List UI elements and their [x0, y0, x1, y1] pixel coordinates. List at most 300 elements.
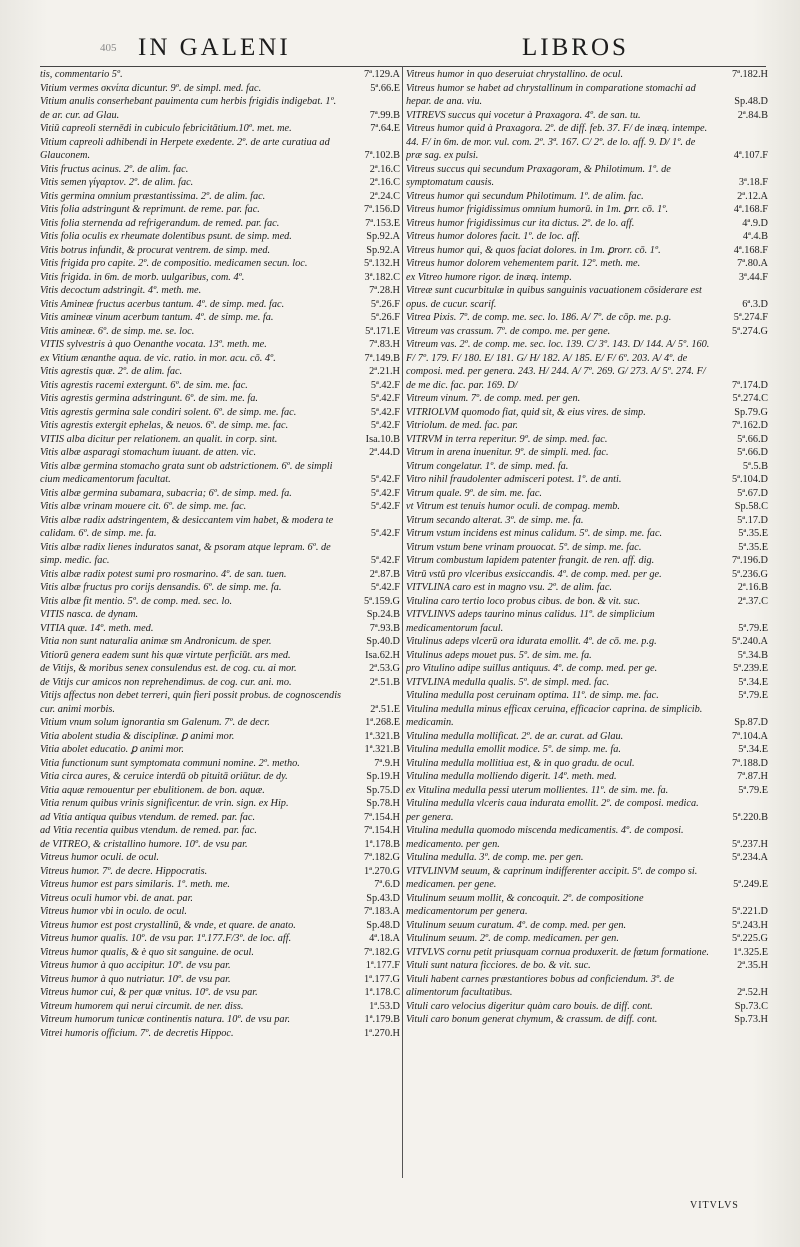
index-entry — [406, 959, 770, 973]
index-entry — [406, 271, 770, 285]
entry-reference: 1ª.321.B — [364, 744, 400, 755]
entry-text: Vitis folia sternenda ad refrigerandum. de remed. par. fac. — [40, 217, 280, 229]
entry-reference: 7ª.80.A — [737, 258, 768, 269]
entry-reference: 7ª.182.G — [363, 852, 400, 863]
index-entry — [40, 392, 402, 406]
entry-reference: 7ª.149.B — [364, 352, 400, 364]
index-entry — [406, 757, 770, 771]
index-entry — [40, 946, 402, 960]
entry-reference: 2ª.53.G — [369, 663, 400, 674]
entry-reference: 2ª.51.E — [370, 703, 400, 715]
entry-text: tis, commentario 5º. — [40, 69, 123, 80]
index-entry — [40, 460, 402, 487]
index-entry — [406, 851, 770, 865]
index-entry — [40, 163, 402, 177]
entry-reference: 5ª.17.D — [737, 514, 768, 526]
catchword: VITVLVS — [690, 1200, 739, 1211]
index-entry — [40, 325, 402, 339]
entry-text: Vitulina medulla. 3º. de comp. me. per gen. — [406, 852, 584, 863]
entry-text: Vitis semen γίγαρτον. 2º. de alim. fac. — [40, 177, 194, 188]
entry-text: Vitis agrestis racemi extergunt. 6º. de sim. me. fac. — [40, 379, 248, 391]
entry-reference: 7ª.104.A — [731, 730, 768, 742]
entry-text: Vitis albæ radix potest sumi pro rosmarino. 4º. de san. tuen. — [40, 568, 287, 580]
index-entry — [40, 203, 402, 217]
index-entry — [40, 230, 402, 244]
entry-text: VITVLINA caro est in magno vsu. 2º. de alim. fac. — [406, 582, 612, 593]
entry-text: VITIS alba dicitur per relationem. an qualit. in corp. sint. — [40, 433, 278, 445]
index-entry — [406, 82, 770, 109]
index-entry — [406, 635, 770, 649]
entry-text: Vitreus humor dolorem vehementem parit. 12º. meth. me. — [406, 258, 641, 269]
entry-reference: 7ª.182.G — [363, 946, 400, 958]
entry-text: Vitis amineæ. 6º. de simp. me. se. loc. — [40, 325, 195, 337]
entry-text: ex Vitreo humore rigor. de inæq. intemp. — [406, 271, 572, 283]
entry-text: Vitulina medulla minus efficax ceruina, efficacior caprina. de simplicib. medicamin. — [406, 703, 703, 728]
entry-reference: 1ª.179.B — [364, 1014, 400, 1025]
index-entry — [40, 352, 402, 366]
entry-reference: 2ª.35.H — [737, 960, 768, 971]
index-entry — [406, 568, 770, 582]
index-entry — [406, 514, 770, 528]
entry-reference: 4ª.168.F — [733, 244, 768, 256]
entry-text: Vitro nihil fraudolenter admisceri potest. 1º. de anti. — [406, 474, 622, 485]
entry-text: VITVLINVM seuum, & caprinum indifferenter accipit. 5º. de compo si. medicamen. per gene. — [406, 865, 698, 890]
entry-reference: Sp.24.B — [366, 609, 400, 620]
index-entry — [406, 109, 770, 123]
entry-text: Vitriolum. de med. fac. par. — [406, 420, 518, 431]
index-entry — [40, 986, 402, 1000]
entry-text: Vitulinum seuum mollit, & concoquit. 2º. de compositione medicamentorum per genera. — [406, 892, 644, 917]
running-head-right: LIBROS — [522, 34, 629, 61]
entry-text: Vitreum humorum tunicæ continentis natura. 10º. de vsu par. — [40, 1014, 291, 1025]
entry-reference: Sp.43.D — [366, 892, 400, 904]
entry-reference: 5ª.26.F — [370, 298, 400, 310]
entry-reference: 5ª.34.E — [738, 676, 768, 688]
folio-mark: 405 — [100, 42, 117, 54]
index-entry — [40, 581, 402, 595]
entry-reference: 5ª.79.E — [738, 784, 768, 796]
entry-reference: 2ª.16.C — [369, 177, 400, 188]
index-entry — [40, 851, 402, 865]
entry-text: VITIA quæ. 14º. meth. med. — [40, 622, 154, 634]
entry-reference: 7ª.174.D — [731, 379, 768, 391]
entry-text: Vitis albæ fit mentio. 5º. de comp. med. sec. lo. — [40, 595, 233, 607]
entry-reference: 4ª.4.B — [742, 231, 768, 242]
index-entry — [406, 743, 770, 757]
index-entry — [40, 190, 402, 204]
index-entry — [40, 919, 402, 933]
index-entry — [406, 284, 770, 311]
header-rule — [40, 66, 766, 67]
entry-reference: Sp.73.C — [734, 1000, 768, 1012]
index-entry — [40, 433, 402, 447]
index-entry — [40, 284, 402, 298]
entry-reference: 4ª.18.A — [369, 933, 400, 944]
entry-text: VITVLVS cornu petit priusquam cornua produxerit. de fœtum formatione. — [406, 946, 709, 958]
entry-text: Vitium vermes σκνίπα dicuntur. 9º. de simpl. med. fac. — [40, 82, 262, 94]
index-entry — [40, 622, 402, 636]
entry-text: Vitrum congelatur. 1º. de simp. med. fa. — [406, 460, 569, 472]
index-entry — [40, 568, 402, 582]
index-entry — [406, 865, 770, 892]
index-entry — [40, 311, 402, 325]
entry-reference: 5ª.34.B — [737, 649, 768, 661]
entry-reference: 7ª.156.D — [363, 204, 400, 215]
index-entry — [40, 136, 402, 163]
entry-reference: 7ª.99.B — [369, 109, 400, 121]
index-entry — [40, 365, 402, 379]
index-entry — [406, 163, 770, 190]
entry-reference: 5ª.240.A — [731, 636, 768, 647]
entry-reference: 1ª.178.B — [364, 838, 400, 850]
entry-reference: 5ª.159.G — [363, 595, 400, 607]
index-entry — [406, 527, 770, 541]
index-entry — [406, 203, 770, 217]
index-entry — [40, 743, 402, 757]
index-entry — [40, 932, 402, 946]
entry-text: Vitia non sunt naturalia animæ sm Andronicum. de sper. — [40, 636, 272, 647]
left-column — [40, 68, 402, 1178]
index-entry — [406, 649, 770, 663]
entry-text: Vitis albæ radix adstringentem, & desiccantem vim habet, & modera te calidam. 6º. de simp. me. fa. — [40, 514, 334, 539]
entry-text: Vitia functionum sunt symptomata communi nomine. 2º. metho. — [40, 757, 300, 769]
index-entry — [40, 1000, 402, 1014]
entry-text: Vitreus humor frigidissimus cur ita dictus. 2º. de lo. aff. — [406, 217, 635, 229]
entry-reference: 1ª.53.D — [369, 1000, 400, 1012]
entry-text: Vitis germina omnium præstantissima. 2º. de alim. fac. — [40, 190, 266, 202]
index-entry — [406, 473, 770, 487]
index-entry — [40, 838, 402, 852]
entry-text: Vitium capreoli adhibendi in Herpete exedente. 2º. de arte curatiua ad Glauconem. — [40, 136, 330, 161]
entry-reference: Sp.79.G — [734, 406, 768, 418]
index-entry — [406, 595, 770, 609]
index-entry — [40, 608, 402, 622]
entry-reference: 5ª.42.F — [370, 474, 400, 485]
index-entry — [406, 392, 770, 406]
entry-text: Vitreus humor dolores facit. 1º. de loc. aff. — [406, 231, 581, 242]
entry-text: Vitulinus adeps mouet pus. 5º. de sim. me. fa. — [406, 649, 592, 661]
entry-text: Vitrum vstum incidens est minus calidum. 5º. de simp. me. fac. — [406, 528, 663, 539]
entry-reference: 5ª.42.F — [370, 379, 400, 391]
entry-reference: 5ª.34.E — [738, 744, 768, 755]
entry-text: VITVLINA medulla qualis. 5º. de simpl. med. fac. — [406, 676, 610, 688]
entry-text: Vitis agrestis germina sale condiri solent. 6º. de simp. me. fac. — [40, 406, 297, 418]
entry-reference: 4ª.9.D — [742, 217, 768, 229]
entry-text: Vitis botrus infundit, & procurat ventrem. de simp. med. — [40, 244, 271, 256]
entry-reference: 7ª.129.A — [363, 69, 400, 80]
entry-reference: 2ª.12.A — [737, 190, 768, 202]
entry-text: Vitijs affectus non debet terreri, quin fieri possit probus. de cognoscendis cur. animi morbis. — [40, 690, 342, 715]
entry-reference: 3ª.18.F — [738, 177, 768, 188]
entry-text: Vitrum vstum bene vrinam prouocat. 5º. de simp. me. fac. — [406, 541, 642, 553]
entry-text: ex Vitulina medulla pessi uterum mollientes. 11º. de sim. me. fa. — [406, 784, 669, 796]
index-entry — [40, 338, 402, 352]
entry-reference: 5ª.225.G — [731, 933, 768, 944]
entry-reference: 7ª.102.B — [364, 150, 400, 161]
index-entry — [406, 460, 770, 474]
index-entry — [40, 811, 402, 825]
entry-reference: 2ª.44.D — [369, 447, 400, 458]
entry-text: Vitreus humor à quo accipitur. 10º. de vsu par. — [40, 960, 231, 971]
entry-text: Vitis Amineæ fructus acerbus tantum. 4º. de simp. med. fac. — [40, 298, 285, 310]
entry-text: Vitreus humor se habet ad chrystallinum in comparatione stomachi ad hepar. de ana. viu. — [406, 82, 696, 107]
entry-text: Vitium vnum solum ignorantia sm Galenum. 7º. de decr. — [40, 717, 270, 728]
entry-reference: 5ª.42.F — [370, 393, 400, 404]
index-entry — [406, 581, 770, 595]
index-entry — [40, 595, 402, 609]
index-entry — [406, 406, 770, 420]
entry-text: Vitis albæ germina stomacho grata sunt ob adstrictionem. 6º. de simpli cium medicamentorum facultat. — [40, 460, 333, 485]
index-entry — [406, 784, 770, 798]
entry-text: Vitis agrestis quæ. 2º. de alim. fac. — [40, 366, 183, 377]
index-entry — [406, 244, 770, 258]
entry-reference: 5ª.35.E — [738, 541, 768, 553]
entry-text: Vitreus oculi humor vbi. de anat. par. — [40, 892, 194, 904]
entry-text: VITIS nasca. de dynam. — [40, 609, 139, 620]
index-entry — [406, 541, 770, 555]
entry-reference: Sp.78.H — [366, 798, 400, 809]
entry-reference: Sp.73.H — [734, 1014, 768, 1025]
entry-reference: 5ª.104.D — [731, 474, 768, 485]
index-entry — [406, 608, 770, 635]
entry-text: Vitrum secando alterat. 3º. de simp. me. fa. — [406, 514, 584, 526]
entry-reference: 5ª.67.D — [737, 487, 768, 499]
entry-text: Vitreus humor in quo deseruiat chrystallino. de ocul. — [406, 69, 624, 80]
entry-text: Vitreus humor qualis. 10º. de vsu par. 1ª.177.F/3º. de loc. aff. — [40, 933, 292, 944]
entry-text: Vitulinum seuum curatum. 4º. de comp. med. per gen. — [406, 919, 627, 931]
index-entry — [40, 257, 402, 271]
entry-text: Vitulina medulla post ceruinam optima. 11º. de simp. me. fac. — [406, 690, 659, 701]
running-head — [0, 34, 800, 64]
entry-text: Vitia abolent studia & disciplinæ. ꝑ animi mor. — [40, 730, 235, 742]
index-entry — [40, 865, 402, 879]
entry-text: Vitreus humor qui secundum Philotimum. 1º. de alim. fac. — [406, 190, 644, 202]
entry-reference: 5ª.42.F — [370, 406, 400, 418]
entry-reference: 5ª.42.F — [370, 501, 400, 512]
index-entry — [40, 824, 402, 838]
entry-reference: 2ª.16.C — [369, 163, 400, 175]
entry-text: Vitia renum quibus vrinis significentur. de vrin. sign. ex Hip. — [40, 798, 289, 809]
index-entry — [40, 730, 402, 744]
entry-text: Vitia circa aures, & ceruice interdū ob pituitā oriūtur. de dy. — [40, 771, 288, 782]
entry-reference: Sp.87.D — [734, 717, 768, 728]
index-entry — [40, 541, 402, 568]
index-entry — [406, 325, 770, 339]
index-entry — [406, 689, 770, 703]
entry-text: VITRIOLVM quomodo fiat, quid sit, & eius vires. de simp. — [406, 406, 646, 418]
right-column — [406, 68, 770, 1178]
entry-text: Vitulinum seuum. 2º. de comp. medicamen. per gen. — [406, 933, 619, 944]
index-entry — [406, 500, 770, 514]
index-entry — [40, 406, 402, 420]
index-entry — [406, 217, 770, 231]
entry-text: Vitis folia oculis ex rheumate dolentibus psunt. de simp. med. — [40, 231, 292, 242]
index-entry — [40, 122, 402, 136]
entry-reference: 5ª.171.E — [365, 325, 400, 337]
index-entry — [40, 892, 402, 906]
index-entry — [406, 122, 770, 163]
index-entry — [40, 770, 402, 784]
index-entry — [40, 379, 402, 393]
entry-reference: 5ª.274.C — [732, 393, 768, 404]
index-entry — [406, 770, 770, 784]
entry-text: Vitis agrestis germina adstringunt. 6º. de sim. me. fa. — [40, 393, 258, 404]
entry-reference: 5ª.79.E — [738, 622, 768, 634]
index-entry — [40, 973, 402, 987]
entry-reference: 6ª.3.D — [742, 298, 768, 310]
entry-reference: Sp.48.D — [366, 919, 400, 931]
entry-reference: 5ª.234.A — [731, 852, 768, 863]
index-entry — [406, 973, 770, 1000]
entry-text: Vitreus humor est pars similaris. 1º. meth. me. — [40, 879, 230, 890]
entry-reference: 7ª.188.D — [731, 757, 768, 769]
entry-text: Vitulina caro tertio loco probus cibus. de bon. & vit. suc. — [406, 595, 641, 607]
entry-reference: 7ª.28.H — [369, 285, 400, 296]
entry-text: Vitiorū genera eadem sunt his quæ virtute perficiūt. ars med. — [40, 649, 291, 661]
entry-reference: 5ª.35.E — [738, 528, 768, 539]
entry-reference: 7ª.182.H — [731, 69, 768, 80]
index-entry — [406, 892, 770, 919]
entry-text: Vitreum vas crassum. 7º. de compo. me. per gene. — [406, 325, 611, 337]
index-entry — [406, 257, 770, 271]
entry-reference: 5ª.274.G — [731, 325, 768, 337]
entry-text: Vitrum in arena inuenitur. 9º. de simpli. med. fac. — [406, 447, 609, 458]
index-entry — [40, 959, 402, 973]
entry-reference: 5ª.221.D — [731, 906, 768, 917]
entry-text: Vitis folia adstringunt & reprimunt. de reme. par. fac. — [40, 204, 260, 215]
index-entry — [406, 554, 770, 568]
entry-reference: 1ª.270.G — [363, 865, 400, 877]
entry-text: Vituli caro bonum generat chymum, & crassum. de diff. cont. — [406, 1014, 658, 1025]
entry-reference: 5ª.79.E — [738, 690, 768, 701]
entry-text: Vitreus humor qui, & quos faciat dolores. in 1m. ꝑrorr. cō. 1º. — [406, 244, 661, 256]
entry-text: Vitreæ sunt cucurbitulæ in quibus sanguinis vacuationem cōsiderare est opus. de cucur. scarif. — [406, 285, 702, 310]
entry-text: Vitia abolet educatio. ꝑ animi mor. — [40, 744, 184, 755]
entry-reference: 3ª.182.C — [364, 271, 400, 283]
index-entry — [406, 1013, 770, 1027]
entry-text: Vitreus humor cui, & per quæ vnitus. 10º. de vsu par. — [40, 987, 258, 998]
entry-reference: 1ª.321.B — [364, 730, 400, 742]
index-entry — [40, 905, 402, 919]
index-entry — [406, 230, 770, 244]
entry-text: Vituli caro velocius digeritur quàm caro bouis. de diff. cont. — [406, 1000, 653, 1012]
entry-reference: Sp.75.D — [366, 784, 400, 796]
entry-reference: 7ª.154.H — [363, 825, 400, 836]
index-entry — [40, 419, 402, 433]
index-entry — [406, 824, 770, 851]
entry-text: Vitreus humor à quo nutriatur. 10º. de vsu par. — [40, 973, 231, 985]
entry-text: Vitulina medulla emollit modice. 5º. de simp. me. fa. — [406, 744, 621, 755]
entry-reference: 5ª.236.G — [731, 568, 768, 580]
entry-reference: 2ª.16.B — [737, 582, 768, 593]
entry-text: Vitulina medulla vlceris caua indurata emollit. 2º. de composi. medica. per genera. — [406, 798, 699, 823]
index-entry — [406, 676, 770, 690]
index-entry — [40, 68, 402, 82]
entry-reference: 1ª.178.C — [364, 987, 400, 998]
index-entry — [40, 784, 402, 798]
index-entry — [40, 244, 402, 258]
entry-text: Vitreus humor oculi. de ocul. — [40, 852, 159, 863]
index-entry — [406, 703, 770, 730]
index-entry — [406, 730, 770, 744]
entry-reference: Isa.10.B — [365, 433, 400, 445]
entry-text: Vitiū capreoli sternēdi in cubiculo febricitātium.10º. met. me. — [40, 123, 292, 134]
entry-text: Vitis albæ germina subamara, subacria; 6º. de simp. med. fa. — [40, 487, 292, 499]
entry-text: Vitis agrestis extergit ephelas, & neuos. 6º. de simp. me. fac. — [40, 420, 289, 431]
entry-reference: 1ª.268.E — [365, 717, 400, 728]
entry-reference: 5ª.132.H — [363, 258, 400, 269]
entry-reference: 7ª.83.H — [369, 339, 400, 350]
entry-text: VITIS sylvestris à quo Oenanthe vocata. 13º. meth. me. — [40, 339, 267, 350]
entry-reference: 5ª.26.F — [370, 312, 400, 323]
entry-reference: 5ª.249.E — [733, 879, 768, 890]
entry-text: Vitis frigida. in 6m. de morb. uulgaribus, com. 4º. — [40, 271, 245, 283]
entry-reference: 7ª.196.D — [731, 555, 768, 566]
entry-text: Vitulina medulla quomodo miscenda medicamentis. 4º. de composi. medicamento. per gen. — [406, 825, 684, 850]
entry-reference: Sp.58.C — [734, 501, 768, 512]
index-entry — [40, 797, 402, 811]
entry-reference: 2ª.21.H — [369, 366, 400, 377]
index-entry — [406, 446, 770, 460]
entry-text: Vitis albæ asparagi stomachum iuuant. de atten. vic. — [40, 447, 257, 458]
entry-reference: 4ª.107.F — [733, 150, 768, 161]
index-entry — [40, 878, 402, 892]
index-entry — [406, 433, 770, 447]
entry-reference: 2ª.51.B — [369, 676, 400, 688]
index-entry — [406, 946, 770, 960]
entry-reference: 5ª.237.H — [731, 838, 768, 850]
entry-text: Vitreus humor frigidissimus omnium humorū. in 1m. ꝑrr. cō. 1º. — [406, 204, 669, 215]
entry-reference: 5ª.66.D — [737, 433, 768, 445]
entry-text: Vitreum vas. 2º. de comp. me. sec. loc. 139. C/ 3º. 143. D/ 144. A/ 5º. 160. F/ 7º. 179. F/ 180. E/ 181. G/ H/ 182. A/ 185. E/ F/ 6º. 203. A/ 4º. de composi. med. per genera. 243. H/ 244. A/ 7º. 269. G/ 273. A/ 5º. 274. F/ de me dic. fac. par. 169. D/ — [406, 339, 710, 391]
entry-text: Vitreus humor qualis, & è quo sit sanguine. de ocul. — [40, 946, 254, 958]
entry-text: Vitia aquæ remouentur per ebulitionem. de bon. aquæ. — [40, 784, 265, 796]
index-entry — [406, 338, 770, 392]
entry-text: Vitis albæ vrinam mouere cit. 6º. de simp. me. fac. — [40, 501, 247, 512]
entry-text: Vitium anulis conserhebant pauimenta cum herbis frigidis indigebat. 1º. de ar. cur. ad Glau. — [40, 96, 337, 121]
entry-reference: 7ª.93.B — [369, 622, 400, 634]
entry-text: Vitulinus adeps vlcerū ora idurata emollit. 4º. de cō. me. p.g. — [406, 636, 657, 647]
entry-text: de Vitijs cur amicos non reprehendimus. de cog. cur. ani. mo. — [40, 676, 292, 688]
entry-text: Vitreus humor. 7º. de decre. Hippocratis. — [40, 865, 208, 877]
index-entry — [40, 446, 402, 460]
index-entry — [40, 1013, 402, 1027]
entry-reference: 7ª.6.D — [374, 879, 400, 890]
entry-reference: Sp.48.D — [734, 96, 768, 107]
index-entry — [40, 217, 402, 231]
entry-text: Vitreus humor est post crystallinū, & vnde, et quare. de anato. — [40, 919, 296, 931]
entry-text: Vitis amineæ vinum acerbum tantum. 4º. de simp. me. fa. — [40, 312, 274, 323]
index-entry — [406, 68, 770, 82]
entry-text: Vitis albæ fructus pro corijs densandis. 6º. de simp. me. fa. — [40, 582, 282, 593]
entry-text: Vitreum humorem qui nerui circumit. de ner. diss. — [40, 1000, 244, 1012]
entry-reference: 5ª.42.F — [370, 420, 400, 431]
entry-text: ex Vitium ænanthe aqua. de vic. ratio. in mor. acu. cō. 4º. — [40, 352, 276, 364]
entry-text: vt Vitrum est tenuis humor oculi. de compag. memb. — [406, 501, 621, 512]
index-entry — [40, 716, 402, 730]
entry-text: Vitrum quale. 9º. de sim. me. fac. — [406, 487, 542, 499]
entry-text: pro Vitulino adipe suillus antiquus. 4º. de comp. med. per ge. — [406, 663, 658, 674]
entry-reference: 1ª.270.H — [363, 1027, 400, 1039]
index-entry — [406, 919, 770, 933]
entry-reference: 5ª.66.D — [737, 447, 768, 458]
index-entry — [406, 419, 770, 433]
entry-text: Vitreus humor vbi in oculo. de ocul. — [40, 906, 187, 917]
entry-reference: 5ª.274.F — [733, 312, 768, 323]
entry-reference: 4ª.168.F — [733, 204, 768, 215]
entry-text: Vitreus humor quid à Praxagora. 2º. de diff. feb. 37. F/ de inæq. intempe. 44. F/ in 6m. de mor. vul. com. 2º. 3ª. 167. C/ 2º. de lo. aff. 9. D/ 1º. de præ sag. ex pulsi. — [406, 123, 708, 161]
index-entry — [40, 689, 402, 716]
